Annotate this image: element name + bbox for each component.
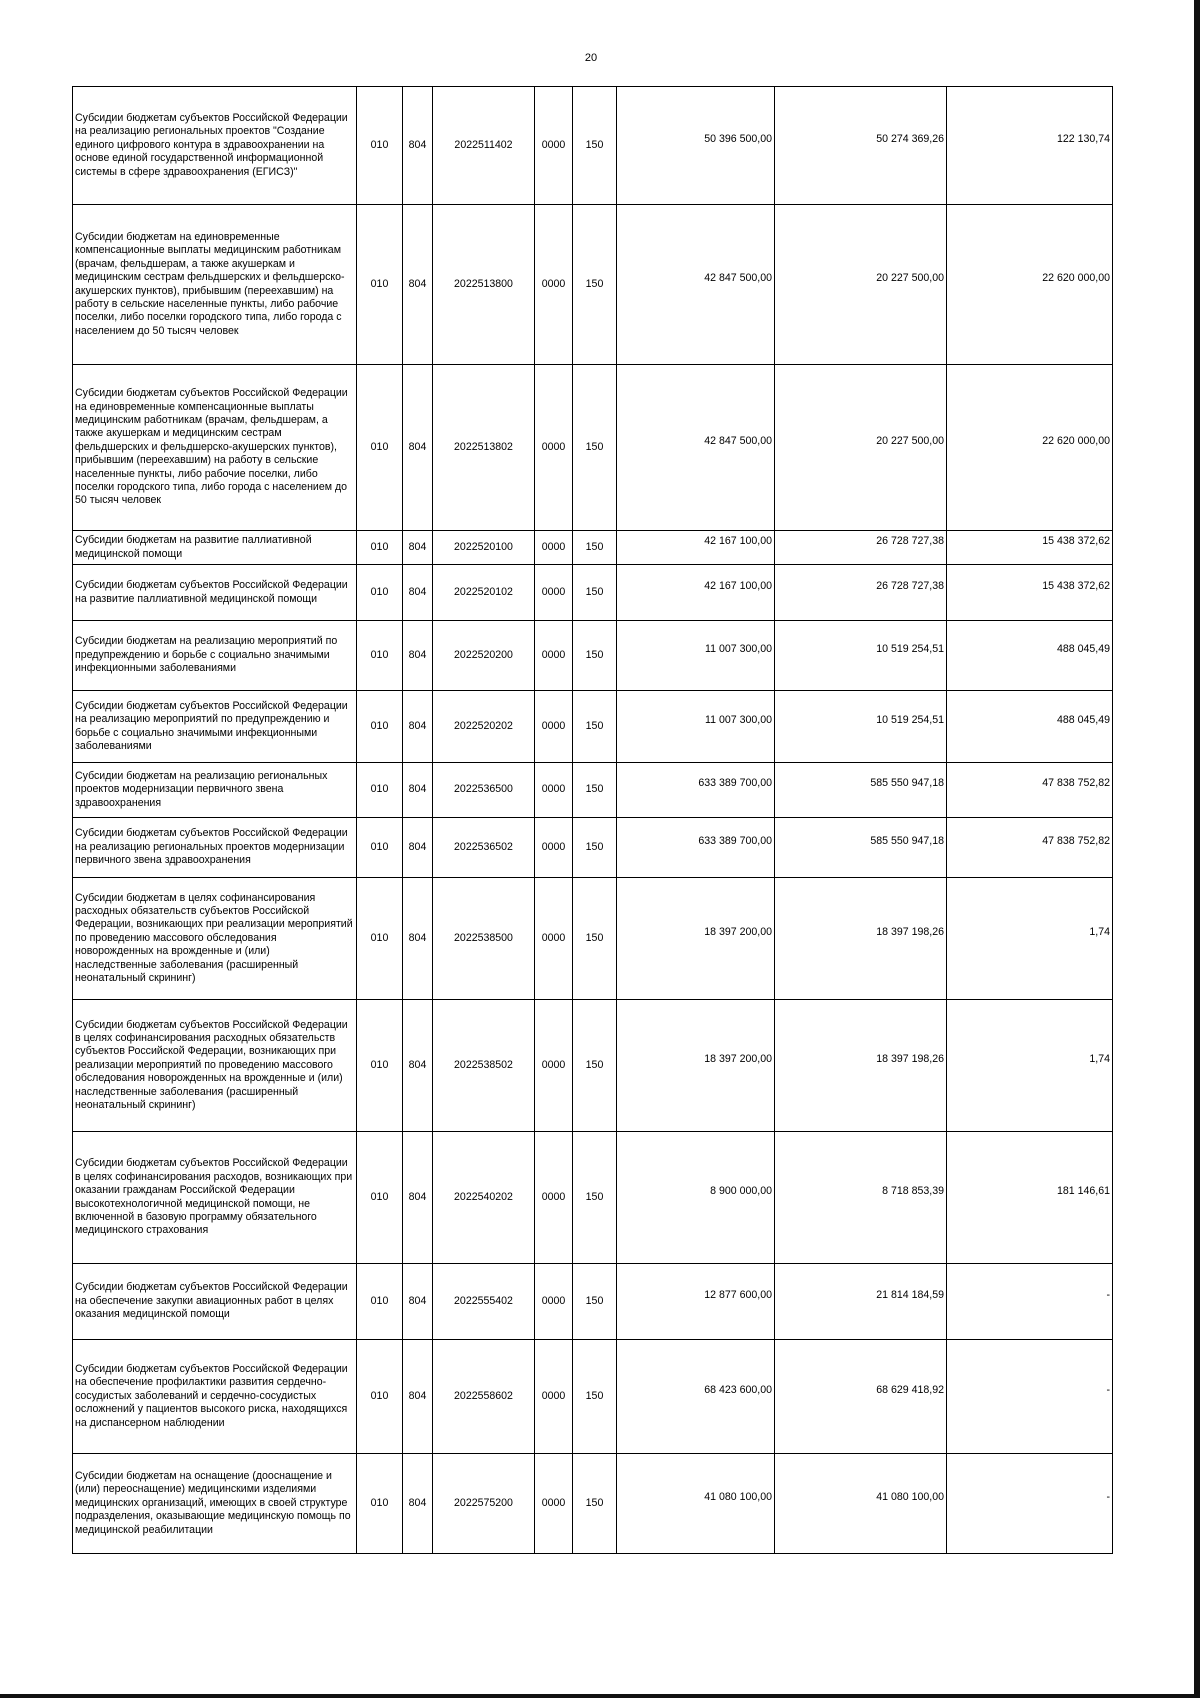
remainder-amount: [947, 1264, 1113, 1340]
approved-amount: [617, 205, 775, 365]
executed-amount-value: 21 814 184,59: [876, 1288, 944, 1301]
budget-item-name: Субсидии бюджетам субъектов Российской Федерации на реализацию мероприятий по предупреждению и борьбе с социально значимыми инфекционными заболеваниями: [73, 691, 357, 763]
classification-code: 2022520100: [433, 531, 535, 565]
executed-amount: [775, 1000, 947, 1132]
table-row: [73, 565, 1113, 621]
subcode: 0000: [535, 1000, 573, 1132]
executed-amount-value: 585 550 947,18: [870, 834, 944, 847]
remainder-amount: [947, 1340, 1113, 1454]
approved-amount-value: 18 397 200,00: [704, 925, 772, 938]
table-row: [73, 205, 1113, 365]
classification-code: 2022575200: [433, 1454, 535, 1554]
table-row: [73, 878, 1113, 1000]
subcode: 0000: [535, 565, 573, 621]
approved-amount: [617, 565, 775, 621]
executed-amount: [775, 1454, 947, 1554]
executed-amount-value: 18 397 198,26: [876, 925, 944, 938]
executed-amount: [775, 87, 947, 205]
remainder-amount-value: 1,74: [1089, 925, 1110, 938]
remainder-amount: [947, 87, 1113, 205]
admin-code: 010: [357, 1454, 403, 1554]
kosgu-code: 150: [573, 87, 617, 205]
budget-item-name: Субсидии бюджетам на реализацию региональных проектов модернизации первичного звена здравоохранения: [73, 763, 357, 818]
classification-code: 2022536500: [433, 763, 535, 818]
remainder-amount: [947, 205, 1113, 365]
classification-code: 2022513802: [433, 365, 535, 531]
budget-item-name: Субсидии бюджетам субъектов Российской Федерации на обеспечение закупки авиационных работ в целях оказания медицинской помощи: [73, 1264, 357, 1340]
executed-amount-value: 26 728 727,38: [876, 579, 944, 592]
kosgu-code: 150: [573, 531, 617, 565]
group-code: 804: [403, 621, 433, 691]
executed-amount-value: 26 728 727,38: [876, 534, 944, 547]
executed-amount-value: 8 718 853,39: [882, 1184, 944, 1197]
subcode: 0000: [535, 531, 573, 565]
kosgu-code: 150: [573, 691, 617, 763]
group-code: 804: [403, 365, 433, 531]
kosgu-code: 150: [573, 818, 617, 878]
approved-amount-value: 11 007 300,00: [705, 713, 772, 726]
subcode: 0000: [535, 621, 573, 691]
group-code: 804: [403, 205, 433, 365]
approved-amount: [617, 87, 775, 205]
approved-amount: [617, 621, 775, 691]
table-row: [73, 621, 1113, 691]
classification-code: 2022513800: [433, 205, 535, 365]
admin-code: 010: [357, 1264, 403, 1340]
subcode: 0000: [535, 205, 573, 365]
budget-item-name: Субсидии бюджетам на оснащение (дооснащение и (или) переоснащение) медицинскими изделиями медицинских организаций, имеющих в своей структуре подразделения, оказывающие медицинскую помощь по медицинской реабилитации: [73, 1454, 357, 1554]
approved-amount: [617, 818, 775, 878]
admin-code: 010: [357, 691, 403, 763]
admin-code: 010: [357, 1000, 403, 1132]
classification-code: 2022520202: [433, 691, 535, 763]
kosgu-code: 150: [573, 565, 617, 621]
table-row: [73, 87, 1113, 205]
approved-amount-value: 42 847 500,00: [704, 271, 772, 284]
admin-code: 010: [357, 365, 403, 531]
remainder-amount-value: 15 438 372,62: [1042, 534, 1110, 547]
kosgu-code: 150: [573, 205, 617, 365]
executed-amount-value: 68 629 418,92: [876, 1383, 944, 1396]
remainder-amount: [947, 621, 1113, 691]
classification-code: 2022520200: [433, 621, 535, 691]
scan-edge: [0, 1694, 1200, 1698]
classification-code: 2022511402: [433, 87, 535, 205]
budget-table: [72, 86, 1113, 1554]
executed-amount: [775, 365, 947, 531]
budget-item-name: Субсидии бюджетам на единовременные компенсационные выплаты медицинским работникам (врачам, фельдшерам, а также акушеркам и медицинским сестрам фельдшерских и фельдшерско-акушерских пунктов), прибывшим (переехавшим) на работу в сельские населенные пункты, либо рабочие поселки, либо поселки городского типа, либо города с населением до 50 тысяч человек: [73, 205, 357, 365]
remainder-amount-value: 15 438 372,62: [1042, 579, 1110, 592]
executed-amount-value: 50 274 369,26: [876, 132, 944, 145]
admin-code: 010: [357, 87, 403, 205]
subcode: 0000: [535, 1454, 573, 1554]
executed-amount-value: 10 519 254,51: [876, 713, 944, 726]
approved-amount: [617, 1000, 775, 1132]
budget-item-name: Субсидии бюджетам на развитие паллиативной медицинской помощи: [73, 531, 357, 565]
remainder-amount: [947, 565, 1113, 621]
approved-amount-value: 41 080 100,00: [704, 1490, 772, 1503]
classification-code: 2022538502: [433, 1000, 535, 1132]
approved-amount: [617, 691, 775, 763]
group-code: 804: [403, 1000, 433, 1132]
approved-amount-value: 633 389 700,00: [698, 777, 772, 790]
approved-amount-value: 11 007 300,00: [705, 642, 772, 655]
approved-amount-value: 42 167 100,00: [704, 534, 772, 547]
budget-item-name: Субсидии бюджетам субъектов Российской Федерации на обеспечение профилактики развития сердечно-сосудистых заболеваний и сердечно-сосудистых осложнений у пациентов высокого риска, находящихся на диспансерном наблюдении: [73, 1340, 357, 1454]
table-row: [73, 1340, 1113, 1454]
kosgu-code: 150: [573, 365, 617, 531]
admin-code: 010: [357, 621, 403, 691]
approved-amount-value: 42 167 100,00: [704, 579, 772, 592]
table-row: [73, 1454, 1113, 1554]
budget-item-name: Субсидии бюджетам субъектов Российской Федерации в целях софинансирования расходных обязательств субъектов Российской Федерации, возникающих при реализации мероприятий по проведению массового обследования новорожденных на врожденные и (или) наследственные заболевания (расширенный неонатальный скрининг): [73, 1000, 357, 1132]
remainder-amount-value: 488 045,49: [1056, 642, 1110, 655]
remainder-amount-value: 488 045,49: [1056, 713, 1110, 726]
executed-amount-value: 18 397 198,26: [876, 1052, 944, 1065]
budget-item-name: Субсидии бюджетам на реализацию мероприятий по предупреждению и борьбе с социально значимыми инфекционными заболеваниями: [73, 621, 357, 691]
admin-code: 010: [357, 565, 403, 621]
approved-amount: [617, 1454, 775, 1554]
remainder-amount: [947, 1132, 1113, 1264]
executed-amount: [775, 878, 947, 1000]
admin-code: 010: [357, 531, 403, 565]
approved-amount: [617, 1132, 775, 1264]
remainder-amount-value: 181 146,61: [1056, 1184, 1110, 1197]
budget-item-name: Субсидии бюджетам субъектов Российской Федерации на реализацию региональных проектов модернизации первичного звена здравоохранения: [73, 818, 357, 878]
approved-amount-value: 8 900 000,00: [710, 1184, 772, 1197]
table-row: [73, 763, 1113, 818]
admin-code: 010: [357, 205, 403, 365]
budget-item-name: Субсидии бюджетам субъектов Российской Федерации на реализацию региональных проектов "Создание единого цифрового контура в здравоохранении на основе единой государственной информационной системы в сфере здравоохранения (ЕГИСЗ)": [73, 87, 357, 205]
subcode: 0000: [535, 878, 573, 1000]
approved-amount-value: 18 397 200,00: [704, 1052, 772, 1065]
table-row: [73, 1132, 1113, 1264]
remainder-amount-value: 22 620 000,00: [1042, 271, 1110, 284]
approved-amount: [617, 531, 775, 565]
table-row: [73, 365, 1113, 531]
remainder-amount-value: -: [1106, 1288, 1110, 1301]
classification-code: 2022538500: [433, 878, 535, 1000]
remainder-amount: [947, 1000, 1113, 1132]
classification-code: 2022536502: [433, 818, 535, 878]
subcode: 0000: [535, 818, 573, 878]
approved-amount: [617, 1264, 775, 1340]
remainder-amount-value: 22 620 000,00: [1042, 434, 1110, 447]
remainder-amount-value: 122 130,74: [1056, 132, 1110, 145]
executed-amount-value: 41 080 100,00: [876, 1490, 944, 1503]
admin-code: 010: [357, 1340, 403, 1454]
admin-code: 010: [357, 1132, 403, 1264]
group-code: 804: [403, 1264, 433, 1340]
admin-code: 010: [357, 763, 403, 818]
approved-amount: [617, 878, 775, 1000]
budget-item-name: Субсидии бюджетам субъектов Российской Федерации на развитие паллиативной медицинской помощи: [73, 565, 357, 621]
remainder-amount: [947, 878, 1113, 1000]
executed-amount-value: 585 550 947,18: [870, 777, 944, 790]
subcode: 0000: [535, 1132, 573, 1264]
executed-amount: [775, 531, 947, 565]
kosgu-code: 150: [573, 621, 617, 691]
remainder-amount: [947, 365, 1113, 531]
remainder-amount-value: 47 838 752,82: [1042, 777, 1110, 790]
executed-amount: [775, 1340, 947, 1454]
remainder-amount: [947, 1454, 1113, 1554]
approved-amount-value: 12 877 600,00: [704, 1288, 772, 1301]
remainder-amount-value: 1,74: [1089, 1052, 1110, 1065]
group-code: 804: [403, 565, 433, 621]
subcode: 0000: [535, 1340, 573, 1454]
page-number: 20: [584, 52, 598, 64]
remainder-amount: [947, 531, 1113, 565]
table-row: [73, 691, 1113, 763]
executed-amount: [775, 621, 947, 691]
kosgu-code: 150: [573, 1264, 617, 1340]
kosgu-code: 150: [573, 1000, 617, 1132]
remainder-amount: [947, 691, 1113, 763]
table-row: [73, 1000, 1113, 1132]
approved-amount: [617, 1340, 775, 1454]
subcode: 0000: [535, 365, 573, 531]
kosgu-code: 150: [573, 1454, 617, 1554]
table-row: [73, 531, 1113, 565]
kosgu-code: 150: [573, 763, 617, 818]
executed-amount: [775, 1264, 947, 1340]
group-code: 804: [403, 1340, 433, 1454]
executed-amount: [775, 763, 947, 818]
table-row: [73, 818, 1113, 878]
budget-item-name: Субсидии бюджетам субъектов Российской Федерации на единовременные компенсационные выплаты медицинским работникам (врачам, фельдшерам, а также акушеркам и медицинским сестрам фельдшерских и фельдшерско-акушерских пунктов), прибывшим (переехавшим) на работу в сельские населенные пункты, либо рабочие поселки, либо поселки городского типа, либо города с населением до 50 тысяч человек: [73, 365, 357, 531]
approved-amount-value: 68 423 600,00: [704, 1383, 772, 1396]
group-code: 804: [403, 878, 433, 1000]
group-code: 804: [403, 1454, 433, 1554]
remainder-amount-value: -: [1106, 1490, 1110, 1503]
group-code: 804: [403, 818, 433, 878]
approved-amount-value: 42 847 500,00: [704, 434, 772, 447]
table-row: [73, 1264, 1113, 1340]
classification-code: 2022555402: [433, 1264, 535, 1340]
subcode: 0000: [535, 691, 573, 763]
admin-code: 010: [357, 878, 403, 1000]
group-code: 804: [403, 763, 433, 818]
approved-amount: [617, 763, 775, 818]
executed-amount: [775, 565, 947, 621]
budget-item-name: Субсидии бюджетам в целях софинансирования расходных обязательств субъектов Российской Федерации, возникающих при реализации мероприятий по проведению массового обследования новорожденных на врожденные и (или) наследственные заболевания (расширенный неонатальный скрининг): [73, 878, 357, 1000]
budget-item-name: Субсидии бюджетам субъектов Российской Федерации в целях софинансирования расходов, возникающих при оказании гражданам Российской Федерации высокотехнологичной медицинской помощи, не включенной в базовую программу обязательного медицинского страхования: [73, 1132, 357, 1264]
executed-amount-value: 20 227 500,00: [876, 271, 944, 284]
scan-edge: [1194, 0, 1200, 1698]
executed-amount: [775, 818, 947, 878]
executed-amount: [775, 205, 947, 365]
executed-amount: [775, 691, 947, 763]
subcode: 0000: [535, 87, 573, 205]
group-code: 804: [403, 531, 433, 565]
classification-code: 2022520102: [433, 565, 535, 621]
kosgu-code: 150: [573, 878, 617, 1000]
classification-code: 2022558602: [433, 1340, 535, 1454]
remainder-amount: [947, 818, 1113, 878]
executed-amount-value: 20 227 500,00: [876, 434, 944, 447]
admin-code: 010: [357, 818, 403, 878]
executed-amount: [775, 1132, 947, 1264]
remainder-amount-value: 47 838 752,82: [1042, 834, 1110, 847]
approved-amount-value: 633 389 700,00: [698, 834, 772, 847]
kosgu-code: 150: [573, 1340, 617, 1454]
subcode: 0000: [535, 1264, 573, 1340]
executed-amount-value: 10 519 254,51: [876, 642, 944, 655]
approved-amount: [617, 365, 775, 531]
approved-amount-value: 50 396 500,00: [704, 132, 772, 145]
subcode: 0000: [535, 763, 573, 818]
classification-code: 2022540202: [433, 1132, 535, 1264]
kosgu-code: 150: [573, 1132, 617, 1264]
remainder-amount-value: -: [1106, 1383, 1110, 1396]
group-code: 804: [403, 87, 433, 205]
group-code: 804: [403, 691, 433, 763]
group-code: 804: [403, 1132, 433, 1264]
remainder-amount: [947, 763, 1113, 818]
